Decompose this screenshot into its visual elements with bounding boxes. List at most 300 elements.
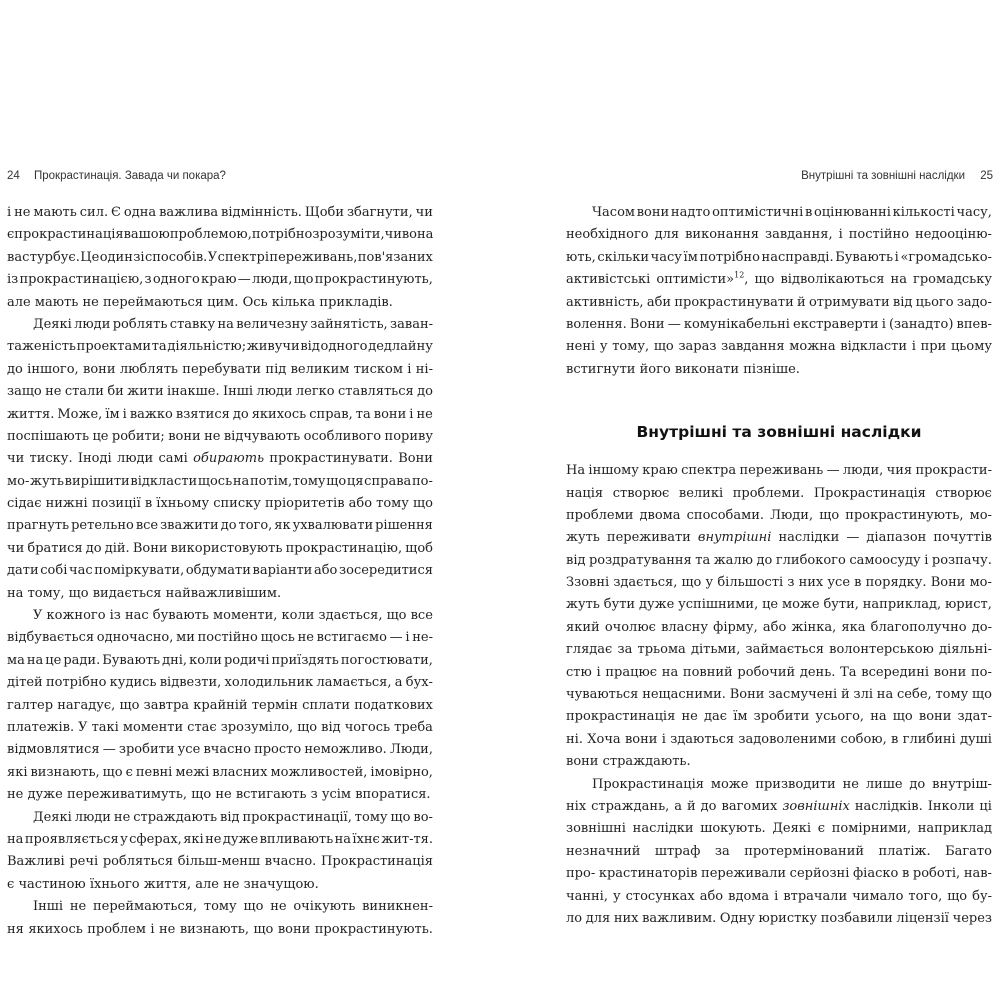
word: спектра (681, 463, 737, 479)
word: в (144, 496, 153, 512)
word: прокрастинація (14, 227, 124, 243)
word: необхідного (566, 227, 649, 243)
word: не (69, 899, 87, 915)
word: проблем (87, 921, 146, 937)
word: при (920, 339, 947, 355)
word: нені (566, 339, 596, 355)
text-line (7, 426, 433, 448)
word: відвезти, (159, 675, 222, 691)
word: частиною (18, 876, 86, 892)
word: глибині (902, 731, 956, 747)
word: чи (415, 205, 433, 220)
word: може (710, 776, 749, 792)
word: роблять (112, 316, 168, 332)
word: їм (733, 709, 748, 725)
word: оптимісти»$^{12}$, (656, 270, 749, 288)
word: Бувають (835, 249, 894, 265)
word: жити (127, 384, 164, 400)
word: що (819, 507, 840, 523)
word: Інші (222, 384, 253, 400)
word: визнають, (30, 764, 100, 780)
text-line (7, 627, 433, 649)
word: усім (321, 787, 352, 803)
word: створює (612, 485, 670, 501)
word: обдумати (185, 563, 251, 579)
word: пізніше. (743, 361, 800, 377)
word: отримувати (808, 294, 890, 310)
word: — (237, 272, 251, 288)
word: моменти, (213, 608, 278, 624)
word: Ось (242, 294, 268, 310)
word: би (107, 384, 124, 400)
word: на (890, 272, 907, 288)
word: до (909, 776, 926, 792)
word: встигаємо (316, 630, 387, 646)
word: що (681, 575, 702, 591)
word: поспішають (7, 428, 90, 444)
word: що (68, 585, 89, 601)
word: що (191, 787, 212, 803)
word: активістські (566, 272, 651, 288)
word: термін (251, 697, 298, 713)
text-line (7, 784, 433, 806)
word: і (838, 227, 843, 243)
text-line (566, 202, 992, 224)
word: за (714, 843, 730, 859)
word: У (207, 249, 218, 265)
text-line (566, 247, 992, 269)
word: чанні, (566, 888, 608, 904)
word: вона (401, 227, 434, 243)
word: них (613, 910, 639, 926)
word: не (14, 205, 31, 220)
word: Може, (57, 406, 103, 422)
text-line (7, 739, 433, 761)
word: краю (201, 272, 237, 288)
word: або (699, 888, 724, 904)
word: Є (111, 205, 121, 220)
word: на (870, 709, 887, 725)
word: як (274, 518, 291, 534)
text-line (7, 269, 433, 291)
word: й (687, 798, 696, 814)
word: благополучно (870, 619, 967, 635)
word: щось (197, 473, 233, 489)
word: по- (411, 473, 433, 489)
word: засмучені (768, 687, 838, 703)
word: прокрастинація (566, 709, 676, 725)
word: який (566, 619, 600, 635)
word: здається, (613, 575, 678, 591)
word: в (891, 731, 899, 747)
word: вчасно. (264, 854, 317, 870)
word: проблеми (566, 507, 634, 523)
word: оцінюванні (813, 205, 891, 220)
word: рішення (375, 518, 433, 534)
text-line (566, 594, 992, 616)
word: проектами (76, 339, 152, 355)
word: прокрастинацію, (285, 540, 403, 556)
word: пов'язаних (357, 249, 433, 265)
word: не (270, 899, 287, 915)
word: коли (189, 652, 222, 668)
word: є (7, 876, 15, 892)
word: що (413, 496, 433, 512)
word: прокрастинують, (845, 507, 964, 523)
word: їхньому (156, 496, 210, 512)
word: родичі (223, 652, 270, 668)
word: від (300, 339, 320, 355)
text-line (7, 471, 433, 493)
word: ламається, (316, 675, 392, 691)
word: порядку. (865, 575, 927, 591)
word: Одну (719, 910, 755, 926)
word: ні. (566, 731, 583, 747)
word: час (69, 563, 93, 579)
word: зовнішні (566, 821, 626, 837)
word: фірму, (713, 619, 758, 635)
word: Хоча (587, 731, 621, 747)
word: юрист, (944, 597, 992, 613)
word: до (756, 552, 773, 568)
text-line (7, 515, 433, 537)
text-line (566, 684, 992, 706)
word: пориву (384, 428, 433, 444)
word: найважливішим. (165, 585, 282, 601)
word: переживатимуть, (66, 787, 188, 803)
word: власну (661, 619, 708, 635)
word: задо- (956, 294, 992, 310)
word: — (846, 530, 860, 546)
right-page-number: 25 (980, 170, 993, 182)
word: до (7, 361, 23, 377)
word: проблеми. (732, 485, 805, 501)
word: через (952, 910, 992, 926)
word: роздратування (588, 552, 692, 568)
text-line (7, 448, 433, 470)
word: за (617, 642, 633, 658)
word: активність, (566, 294, 644, 310)
word: яка (841, 619, 866, 635)
word: його (639, 361, 671, 377)
word: протермінований (744, 843, 865, 859)
word: вони (933, 664, 967, 680)
word: вони (636, 205, 670, 220)
word: спектрі (217, 249, 269, 265)
word: вдома (728, 888, 770, 904)
word: штраф (654, 843, 701, 859)
word: ці (979, 798, 992, 814)
word: що (297, 719, 318, 735)
text-line (7, 717, 433, 739)
word: постійно (848, 227, 910, 243)
word: робляться (102, 854, 174, 870)
word: Прокрастинація (592, 776, 704, 792)
word: і (911, 339, 916, 355)
word: до (417, 384, 433, 400)
word: У (33, 608, 43, 624)
word: кожного (46, 608, 106, 624)
word: на (232, 473, 250, 489)
word: можна (789, 339, 836, 355)
word: розпачу. (931, 552, 992, 568)
word: це (45, 652, 62, 668)
word: нещасними. (642, 687, 726, 703)
word: такі (91, 719, 119, 735)
word: на (876, 687, 894, 703)
word: взятися (175, 406, 230, 422)
right-page-body (566, 460, 992, 930)
word: приїздять (271, 652, 339, 668)
word: прокрастинації, (242, 809, 352, 825)
text-line (566, 908, 992, 930)
word: двома (639, 507, 681, 523)
word: на (334, 831, 351, 847)
word: використовують (170, 540, 283, 556)
word: відчувають (223, 428, 301, 444)
word: і (122, 406, 127, 422)
word: відбувається (7, 630, 95, 646)
word: Ззовні (566, 575, 610, 591)
word: не (82, 294, 99, 310)
word: що (253, 921, 274, 937)
word: крайній (193, 697, 248, 713)
left-page-number: 24 (7, 170, 20, 182)
text-line (566, 662, 992, 684)
word: «громадсько- (900, 249, 992, 265)
word: на (661, 664, 679, 680)
word: чия (886, 463, 913, 479)
word: все (135, 518, 159, 534)
word: фіаско (853, 866, 899, 882)
word: мо- (969, 507, 992, 523)
word: і (596, 664, 601, 680)
text-line (7, 247, 433, 269)
word: погостювати, (340, 652, 433, 668)
word: не (223, 876, 240, 892)
text-line (7, 336, 433, 358)
word: потім, (250, 473, 293, 489)
word: жалю (713, 552, 753, 568)
word: дуже (638, 597, 675, 613)
word: дає (703, 709, 728, 725)
text-line (7, 605, 433, 627)
text-line (566, 359, 992, 381)
word: які (7, 764, 28, 780)
word: виконання (685, 227, 759, 243)
word: повний (682, 664, 733, 680)
word: цього (915, 294, 954, 310)
word: щоб (405, 540, 433, 556)
word: значущою. (243, 876, 319, 892)
word: страждають. (602, 754, 691, 770)
word: і (774, 888, 779, 904)
word: усього, (815, 709, 865, 725)
text-line (7, 404, 433, 426)
word: одна (123, 205, 157, 220)
word: комунікабельні (683, 316, 790, 332)
word: в (804, 205, 813, 220)
word: ліцензії (896, 910, 949, 926)
word: способами. (686, 507, 765, 523)
word: потрібно (45, 675, 107, 691)
word: люди, (842, 463, 884, 479)
word: це (762, 597, 779, 613)
word: дати (7, 563, 39, 579)
word: бу- (972, 888, 992, 904)
word: вони (624, 731, 658, 747)
word: дедлайну (368, 339, 433, 355)
word: не (215, 787, 232, 803)
word: але (195, 876, 219, 892)
word: речі (69, 854, 99, 870)
word: бувають (152, 608, 209, 624)
text-line (566, 863, 992, 885)
word: їхнє (352, 831, 380, 847)
word: все (410, 608, 433, 624)
word: діапазон (866, 530, 927, 546)
word: робочий (737, 664, 796, 680)
word: люди, (251, 272, 293, 288)
word: сідає (7, 496, 42, 512)
text-line (7, 919, 433, 941)
word: очолює (604, 619, 656, 635)
word: чуваються (566, 687, 639, 703)
word: проявляється (24, 831, 119, 847)
text-line (7, 851, 433, 873)
word: внутріш- (932, 776, 992, 792)
word: Часом (592, 205, 636, 220)
word: братися (27, 540, 83, 556)
word: життя. (7, 406, 55, 422)
word: від (321, 719, 341, 735)
word: здат- (957, 709, 992, 725)
word: собі (40, 563, 68, 579)
word: Вони (729, 687, 765, 703)
word: дітьми, (691, 642, 741, 658)
word: на (26, 652, 44, 668)
word: мають (33, 205, 77, 220)
word: Деякі (33, 809, 72, 825)
word: певні (135, 764, 173, 780)
word: кількості (892, 205, 955, 220)
word: Люди, (390, 742, 433, 758)
text-line (7, 874, 433, 896)
word: Інші (33, 899, 64, 915)
text-line (566, 292, 992, 314)
word: тому (935, 687, 969, 703)
text-line (7, 896, 433, 918)
word: й (841, 687, 850, 703)
word: прокрастинувати (674, 294, 794, 310)
word: або (762, 619, 787, 635)
word: виникнен- (362, 899, 433, 915)
word: Бувають (102, 652, 161, 668)
word: що (390, 809, 411, 825)
word: вирішити (64, 473, 130, 489)
word: величезну (236, 316, 308, 332)
word: поміркувати, (94, 563, 185, 579)
word: ухвалювати (292, 518, 374, 534)
word: наслідки (632, 821, 694, 837)
word: і (894, 249, 899, 265)
word: Деякі (772, 821, 812, 837)
word: відмовлятися (7, 742, 100, 758)
word: більш-менш (177, 854, 261, 870)
word: великі (678, 485, 724, 501)
word: їхнього (89, 876, 140, 892)
word: чи (384, 227, 402, 243)
word: ло (566, 910, 583, 926)
word: легко (295, 384, 335, 400)
word: трьома (637, 642, 686, 658)
word: вони (168, 428, 201, 444)
word: насправді. (761, 249, 834, 265)
word: Щоби (304, 205, 345, 220)
word: Це (80, 249, 100, 265)
word: коли (281, 608, 315, 624)
emphasized-word: внутрішні (697, 530, 772, 546)
word: платежів. (7, 719, 75, 735)
word: не- (412, 630, 433, 646)
word: громадську (913, 272, 992, 288)
word: чи (7, 540, 25, 556)
word: наслідків. (854, 798, 923, 814)
word: очікують (293, 899, 356, 915)
word: сил. (79, 205, 109, 220)
word: великим (290, 361, 350, 377)
word: одного (320, 339, 368, 355)
word: У (78, 719, 88, 735)
word: аби (646, 294, 672, 310)
word: не (7, 787, 24, 803)
word: зробити (753, 709, 810, 725)
word: позбавили (820, 910, 893, 926)
word: ні- (415, 361, 433, 377)
word: ми (176, 630, 195, 646)
word: задоволеними (738, 731, 837, 747)
word: чогось (344, 719, 391, 735)
word: самі (158, 451, 188, 467)
word: до (220, 518, 237, 534)
word: робити; (111, 428, 165, 444)
word: проблемою, (169, 227, 252, 243)
word: є (125, 764, 133, 780)
word: важко (129, 406, 173, 422)
word: во- (413, 809, 433, 825)
word: на (217, 316, 234, 332)
text-line (7, 538, 433, 560)
word: серйозні (789, 866, 850, 882)
word: надто (670, 205, 711, 220)
word: зараз (678, 339, 717, 355)
word: платіж. (878, 843, 931, 859)
word: видається (92, 585, 162, 601)
word: ма (7, 652, 25, 668)
word: холодильник (224, 675, 314, 691)
word: займається (745, 642, 824, 658)
word: ставку (169, 316, 216, 332)
word: наприклад, (862, 597, 942, 613)
word: діяльністю; (167, 339, 247, 355)
word: у (599, 339, 608, 355)
word: переживати (606, 530, 691, 546)
word: важливим. (642, 910, 717, 926)
word: що (754, 272, 775, 288)
word: що (653, 339, 674, 355)
word: неможливо. (304, 742, 387, 758)
word: і (881, 316, 886, 332)
